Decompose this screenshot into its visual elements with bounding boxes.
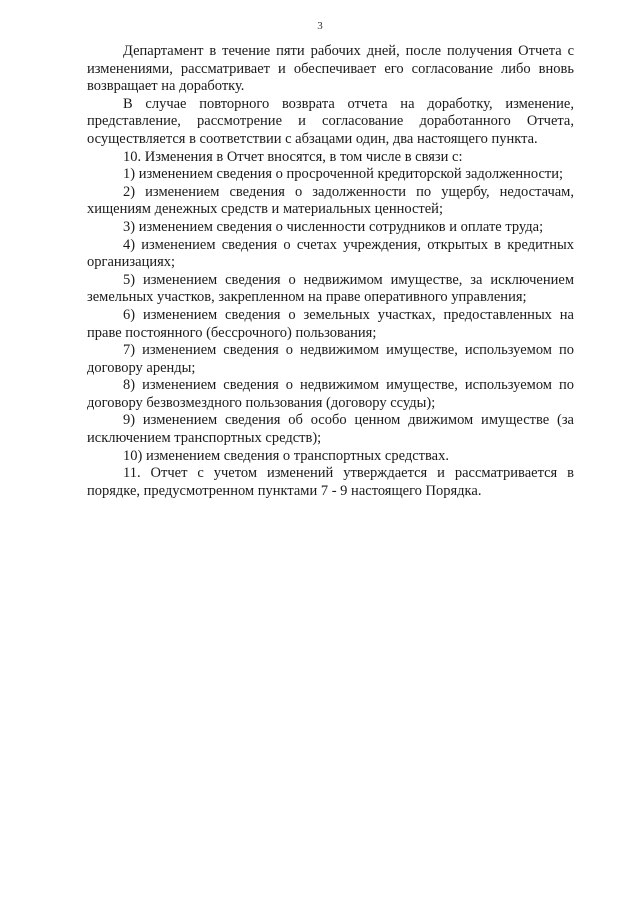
list-item: 6) изменением сведения о земельных участках, предоставленных на праве постоянного (бессрочного) пользования; [87, 306, 574, 341]
paragraph: 11. Отчет с учетом изменений утверждается и рассматривается в порядке, предусмотренном пунктами 7 - 9 настоящего Порядка. [87, 465, 574, 499]
paragraph: В случае повторного возврата отчета на доработку, изменение, представление, рассмотрение и согласование доработанного Отчета, осуществляется в соответствии с абзацами один, два настоящего пункта. [87, 95, 574, 147]
list-item: 5) изменением сведения о недвижимом имуществе, за исключением земельных участков, закрепленном на праве оперативного управления; [87, 271, 574, 306]
document-body [87, 43, 574, 500]
list-item: 8) изменением сведения о недвижимом имуществе, используемом по договору безвозмездного пользования (договору ссуды); [87, 377, 574, 411]
list-item: 2) изменением сведения о задолженности по ущербу, недостачам, хищениям денежных средств и материальных ценностей; [87, 183, 574, 218]
list-item: 1) изменением сведения о просроченной кредиторской задолженности; [123, 166, 564, 183]
paragraph: Департамент в течение пяти рабочих дней, после получения Отчета с изменениями, рассматривает и обеспечивает его согласование либо вновь возвращает на доработку. [87, 43, 574, 95]
page-number: 3 [317, 20, 323, 32]
paragraph: 10. Изменения в Отчет вносятся, в том числе в связи с: [123, 148, 463, 165]
list-item: 10) изменением сведения о транспортных средствах. [123, 447, 449, 464]
list-item: 3) изменением сведения о численности сотрудников и оплате труда; [123, 218, 544, 235]
list-item: 7) изменением сведения о недвижимом имуществе, используемом по договору аренды; [87, 342, 574, 376]
list-item: 9) изменением сведения об особо ценном движимом имуществе (за исключением транспортных средств); [87, 412, 574, 447]
list-item: 4) изменением сведения о счетах учреждения, открытых в кредитных организациях; [87, 236, 574, 271]
